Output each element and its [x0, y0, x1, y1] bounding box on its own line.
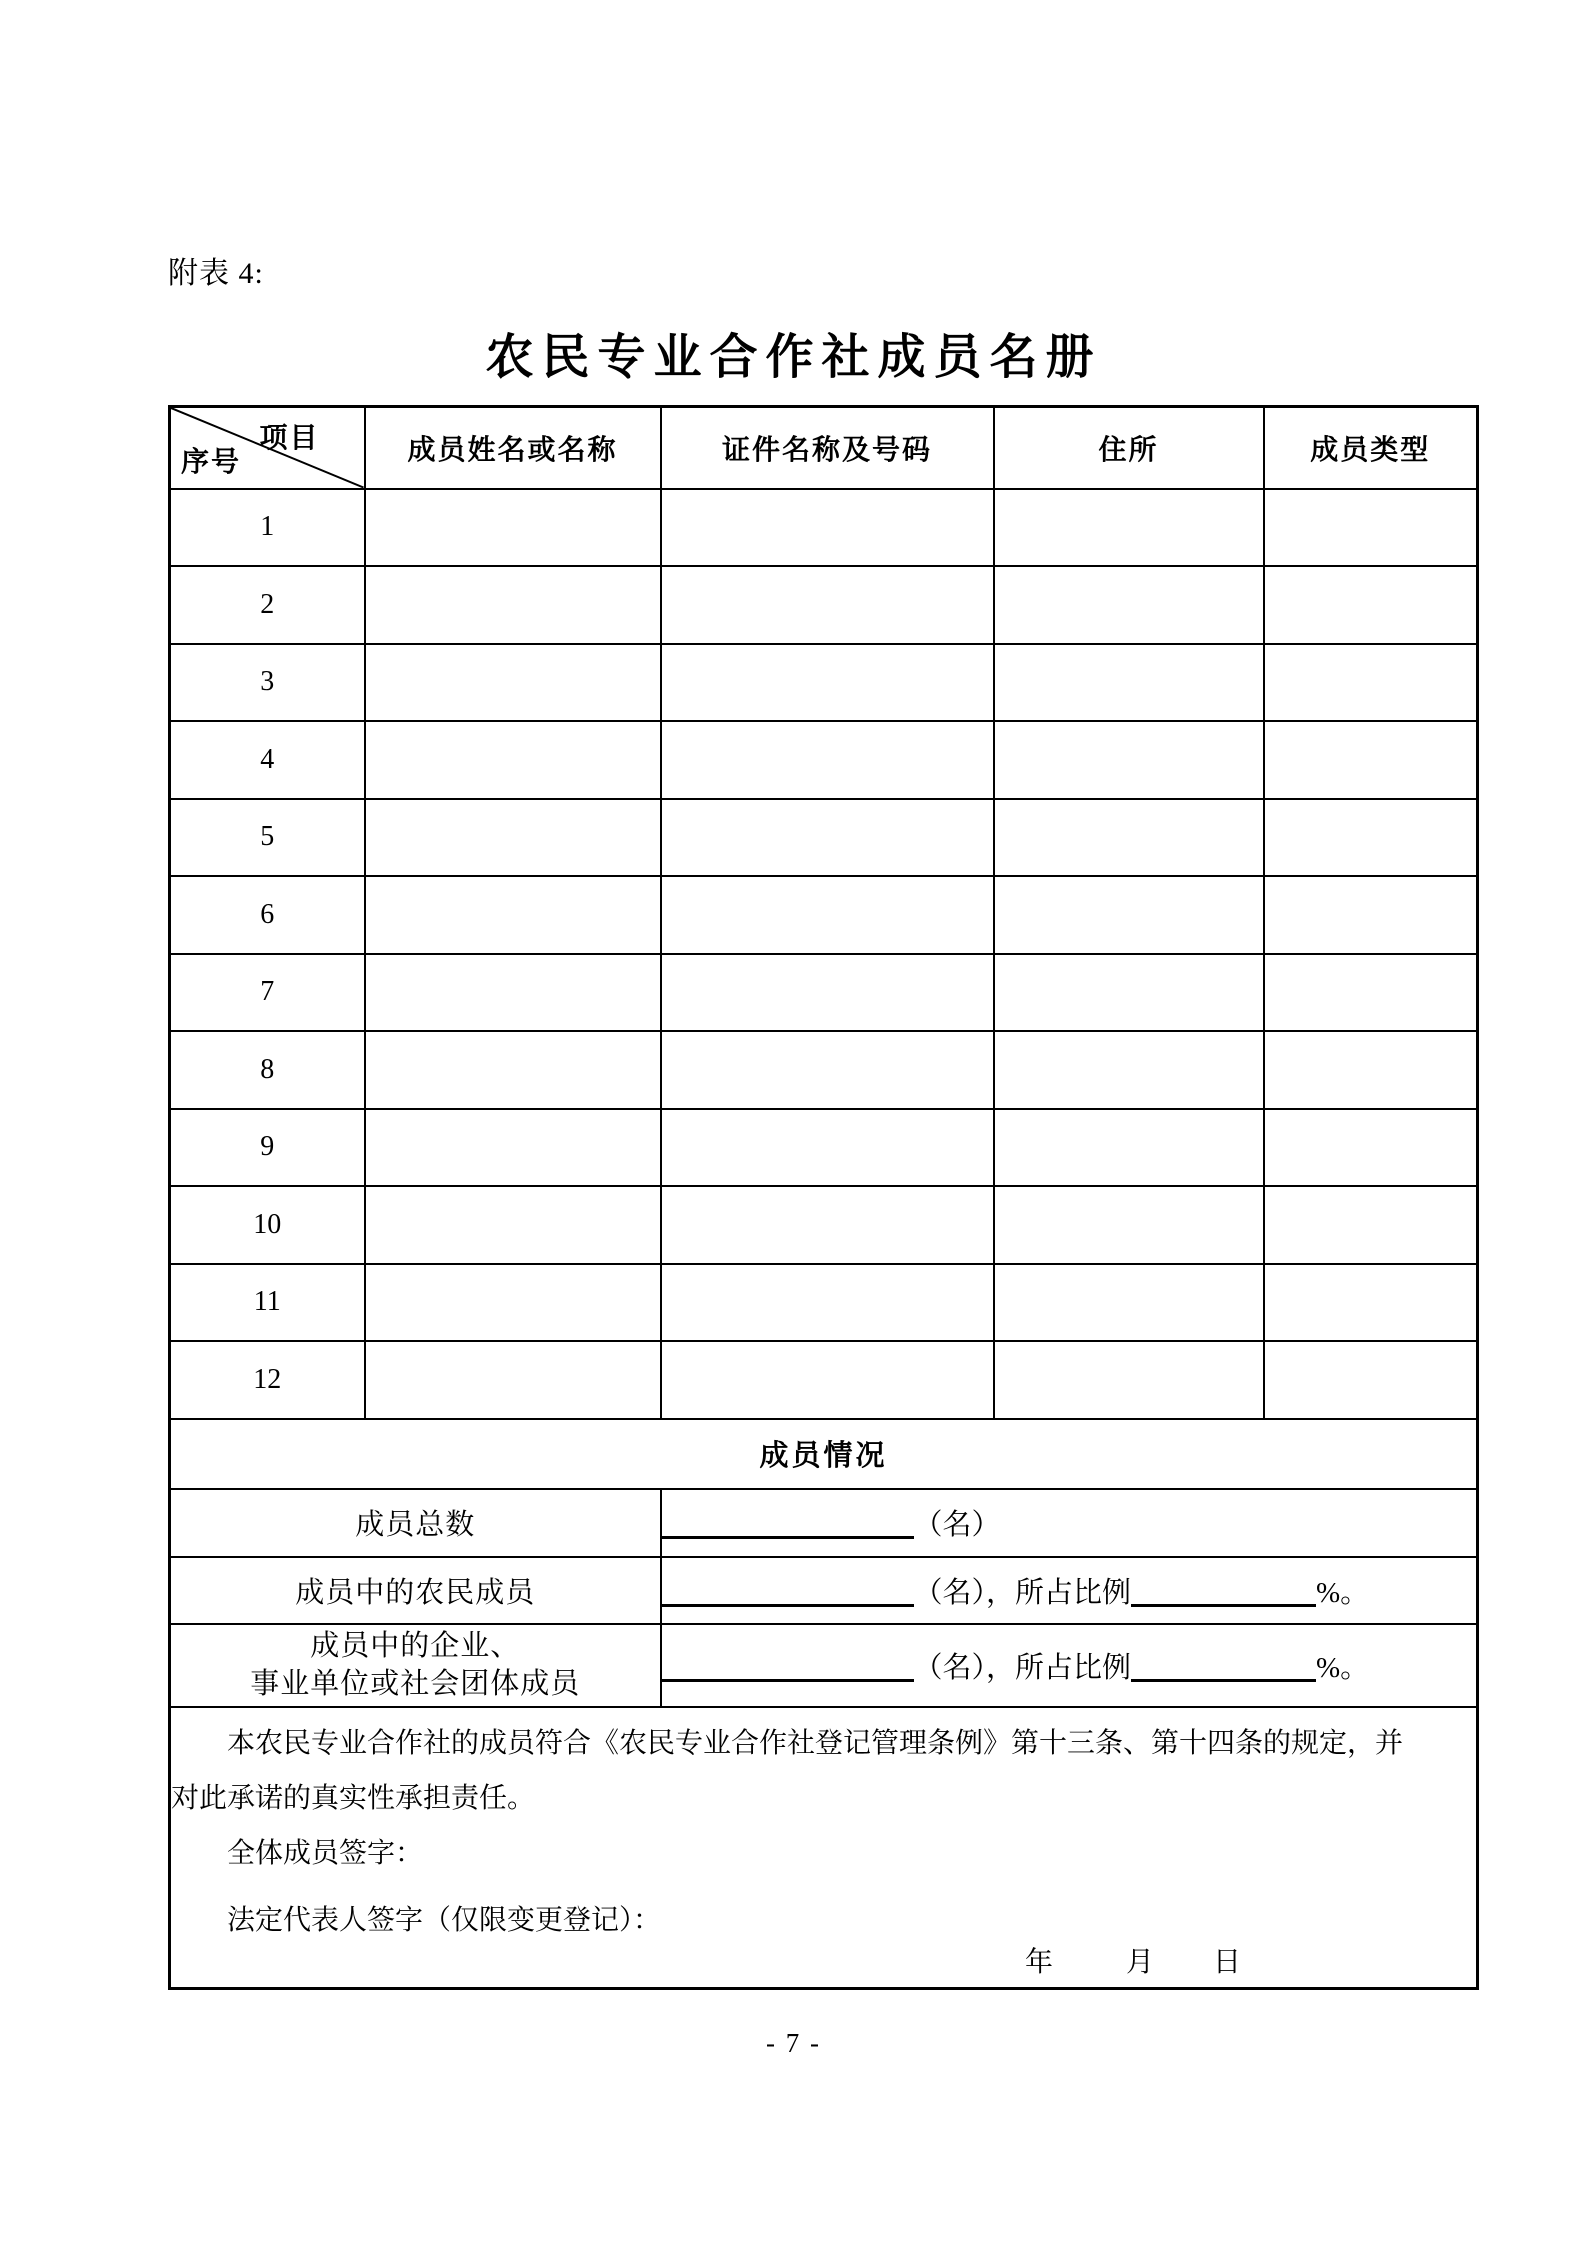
farmer-unit-ratio-label: （名），所占比例: [913, 1576, 1132, 1609]
org-member-label-line1: 成员中的企业、: [310, 1630, 521, 1662]
farmer-count-blank-line[interactable]: [662, 1575, 914, 1607]
member-type-cell[interactable]: [1264, 954, 1478, 1032]
member-name-cell[interactable]: [365, 644, 661, 722]
declaration-cell: [170, 1707, 1478, 1989]
member-name-cell[interactable]: [365, 1186, 661, 1264]
member-type-cell[interactable]: [1264, 1186, 1478, 1264]
row-number-cell: 9: [170, 1109, 365, 1187]
address-cell[interactable]: [994, 876, 1264, 954]
table-row: [170, 876, 1478, 954]
all-members-signature-label: 全体成员签字：: [227, 1838, 424, 1870]
member-type-cell[interactable]: [1264, 1264, 1478, 1342]
member-name-cell[interactable]: [365, 1031, 661, 1109]
date-line: [1025, 1948, 1476, 1978]
member-name-cell[interactable]: [365, 1109, 661, 1187]
table-row: [170, 1264, 1478, 1342]
address-cell[interactable]: [994, 799, 1264, 877]
address-cell[interactable]: [994, 1264, 1264, 1342]
table-row: [170, 489, 1478, 567]
row-number-cell: 10: [170, 1186, 365, 1264]
id-number-cell[interactable]: [661, 721, 994, 799]
member-type-cell[interactable]: [1264, 1341, 1478, 1419]
address-cell[interactable]: [994, 954, 1264, 1032]
declaration-row: [170, 1707, 1478, 1989]
row-number-cell: 11: [170, 1264, 365, 1342]
address-cell[interactable]: [994, 1341, 1264, 1419]
member-type-cell[interactable]: [1264, 644, 1478, 722]
member-info-header-row: [170, 1419, 1478, 1489]
row-number-cell: 2: [170, 566, 365, 644]
member-total-row: [170, 1489, 1478, 1557]
declaration-statement: 本农民专业合作社的成员符合《农民专业合作社登记管理条例》第十三条、第十四条的规定，并对此承诺的真实性承担责任。: [171, 1728, 1404, 1815]
col-header-id-number: 证件名称及号码: [661, 407, 994, 489]
org-member-value-cell: [661, 1624, 1478, 1707]
date-day-label: 日: [1213, 1947, 1242, 1979]
table-row: [170, 1186, 1478, 1264]
row-number-cell: 5: [170, 799, 365, 877]
table-row: [170, 566, 1478, 644]
member-name-cell[interactable]: [365, 1264, 661, 1342]
member-info-section-title: 成员情况: [170, 1419, 1478, 1489]
address-cell[interactable]: [994, 644, 1264, 722]
id-number-cell[interactable]: [661, 1031, 994, 1109]
member-type-cell[interactable]: [1264, 1109, 1478, 1187]
org-unit-ratio-label: （名），所占比例: [913, 1651, 1132, 1684]
member-name-cell[interactable]: [365, 1341, 661, 1419]
member-name-cell[interactable]: [365, 489, 661, 567]
member-name-cell[interactable]: [365, 954, 661, 1032]
id-number-cell[interactable]: [661, 489, 994, 567]
id-number-cell[interactable]: [661, 954, 994, 1032]
member-type-cell[interactable]: [1264, 489, 1478, 567]
member-name-cell[interactable]: [365, 799, 661, 877]
farmer-member-value-cell: [661, 1557, 1478, 1624]
org-member-row: [170, 1624, 1478, 1707]
member-type-cell[interactable]: [1264, 1031, 1478, 1109]
table-row: [170, 1031, 1478, 1109]
farmer-member-label: 成员中的农民成员: [170, 1557, 661, 1624]
table-header-row: [170, 407, 1478, 489]
address-cell[interactable]: [994, 721, 1264, 799]
farmer-ratio-blank-line[interactable]: [1131, 1575, 1316, 1607]
org-ratio-blank-line[interactable]: [1131, 1650, 1316, 1682]
member-type-cell[interactable]: [1264, 876, 1478, 954]
address-cell[interactable]: [994, 566, 1264, 644]
table-row: [170, 644, 1478, 722]
org-count-blank-line[interactable]: [662, 1650, 914, 1682]
member-total-unit: （名）: [913, 1509, 1001, 1541]
diagonal-label-serial: 序号: [181, 445, 242, 477]
address-cell[interactable]: [994, 489, 1264, 567]
farmer-percent-suffix: %。: [1316, 1576, 1370, 1609]
table-row: [170, 1341, 1478, 1419]
id-number-cell[interactable]: [661, 1341, 994, 1419]
date-month-label: 月: [1126, 1947, 1155, 1979]
row-number-cell: 4: [170, 721, 365, 799]
row-number-cell: 6: [170, 876, 365, 954]
farmer-member-row: [170, 1557, 1478, 1624]
table-row: [170, 954, 1478, 1032]
member-total-blank-line[interactable]: [662, 1507, 914, 1539]
document-title: 农民专业合作社成员名册: [485, 331, 1102, 384]
diagonal-label-item: 项目: [259, 422, 320, 453]
id-number-cell[interactable]: [661, 1264, 994, 1342]
org-member-label-line2: 事业单位或社会团体成员: [250, 1668, 581, 1700]
row-number-cell: 1: [170, 489, 365, 567]
id-number-cell[interactable]: [661, 566, 994, 644]
member-type-cell[interactable]: [1264, 799, 1478, 877]
member-total-label: 成员总数: [170, 1489, 661, 1557]
member-name-cell[interactable]: [365, 566, 661, 644]
col-header-member-type: 成员类型: [1264, 407, 1478, 489]
row-number-cell: 8: [170, 1031, 365, 1109]
address-cell[interactable]: [994, 1109, 1264, 1187]
member-name-cell[interactable]: [365, 721, 661, 799]
member-roster-table: [168, 405, 1479, 1990]
member-type-cell[interactable]: [1264, 721, 1478, 799]
member-type-cell[interactable]: [1264, 566, 1478, 644]
table-row: [170, 799, 1478, 877]
date-year-label: 年: [1025, 1947, 1054, 1979]
table-row: [170, 1109, 1478, 1187]
page-number: - 7 -: [766, 2028, 821, 2058]
id-number-cell[interactable]: [661, 644, 994, 722]
org-member-label: [170, 1624, 661, 1707]
legal-representative-signature-label: 法定代表人签字（仅限变更登记）：: [227, 1905, 662, 1937]
address-cell[interactable]: [994, 1186, 1264, 1264]
member-name-cell[interactable]: [365, 876, 661, 954]
id-number-cell[interactable]: [661, 876, 994, 954]
attachment-label: 附表 4:: [168, 257, 264, 290]
id-number-cell[interactable]: [661, 1109, 994, 1187]
col-header-member-name: 成员姓名或名称: [365, 407, 661, 489]
row-number-cell: 12: [170, 1341, 365, 1419]
table-row: [170, 721, 1478, 799]
member-total-value-cell: [661, 1489, 1478, 1557]
id-number-cell[interactable]: [661, 1186, 994, 1264]
org-percent-suffix: %。: [1316, 1651, 1370, 1684]
address-cell[interactable]: [994, 1031, 1264, 1109]
row-number-cell: 7: [170, 954, 365, 1032]
diagonal-header-cell: [170, 407, 365, 489]
id-number-cell[interactable]: [661, 799, 994, 877]
row-number-cell: 3: [170, 644, 365, 722]
col-header-address: 住所: [994, 407, 1264, 489]
